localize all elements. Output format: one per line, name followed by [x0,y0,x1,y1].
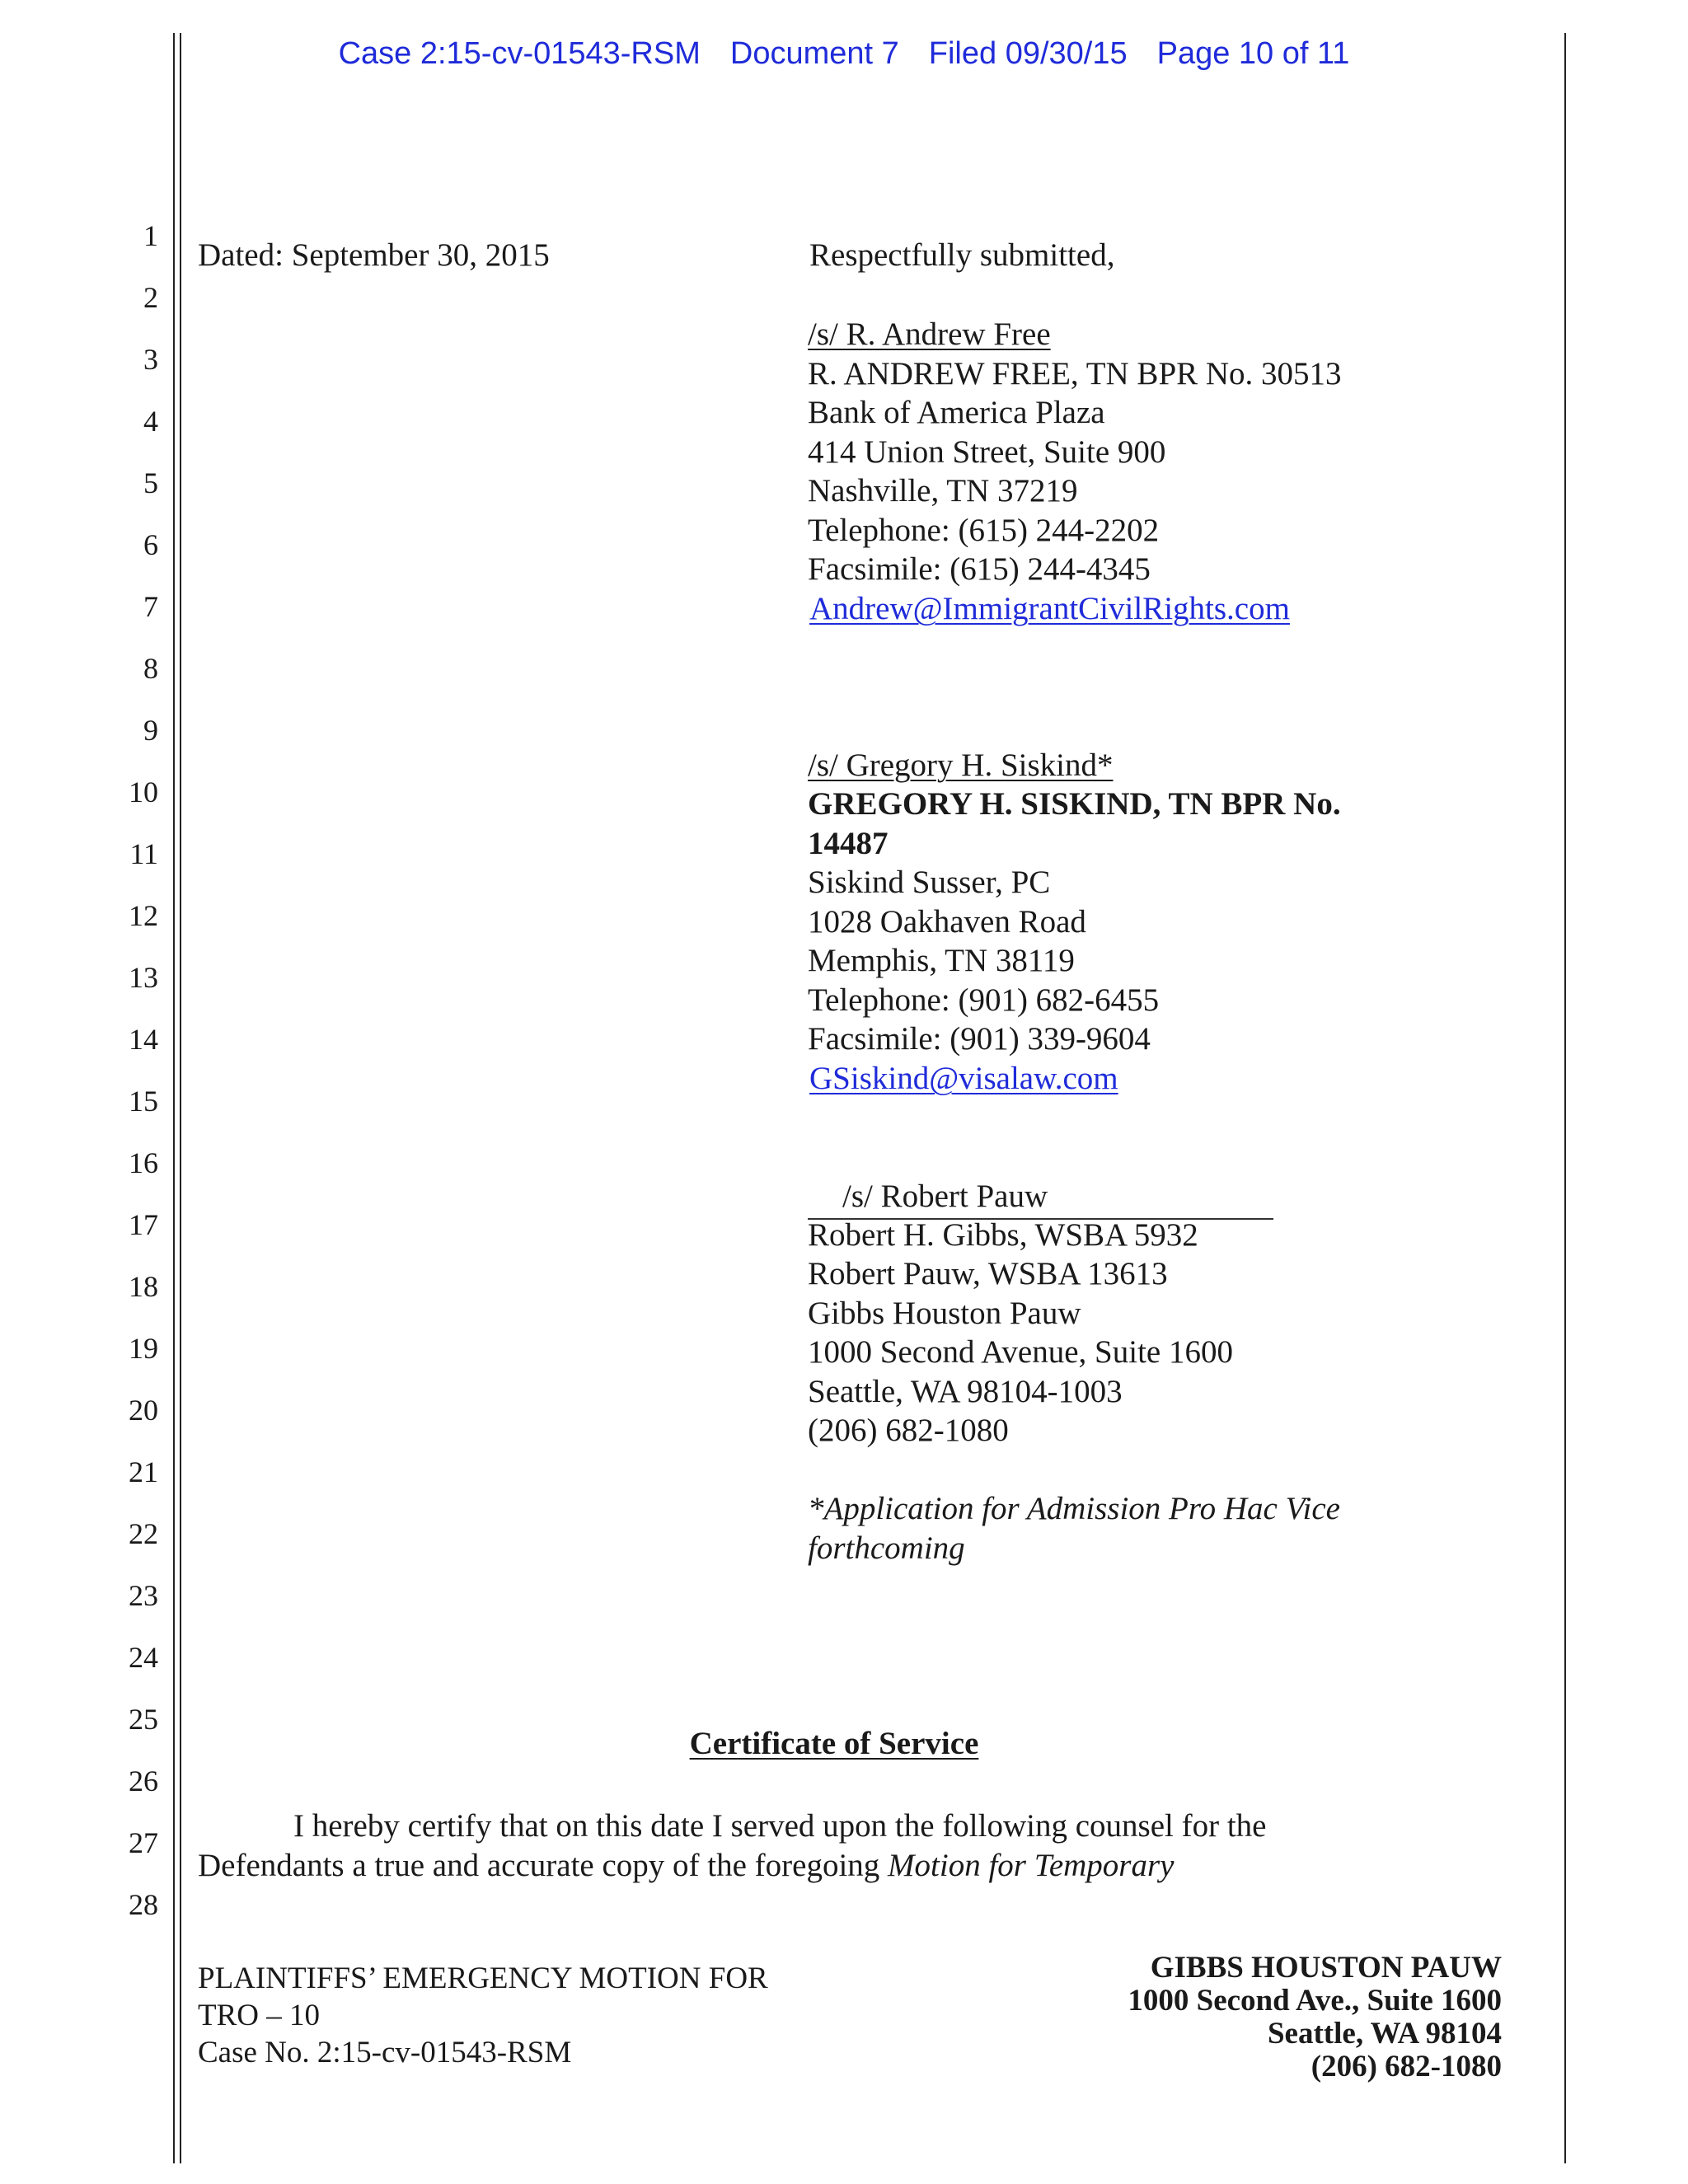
footer-firm-city: Seattle, WA 98104 [1267,2017,1502,2050]
line-number: 21 [129,1455,158,1488]
left-rule-outer [173,33,175,2163]
line-number: 14 [129,1023,158,1056]
address-line: 1028 Oakhaven Road [808,904,1086,940]
line-number: 27 [129,1826,158,1859]
city-line: Nashville, TN 37219 [808,473,1078,509]
signature-pauw: /s/ Robert Pauw [842,1179,1048,1214]
email-link[interactable]: GSiskind@visalaw.com [809,1061,1118,1096]
line-number: 11 [129,837,158,870]
dated-line: Dated: September 30, 2015 [198,237,550,273]
firm-line: Siskind Susser, PC [808,865,1051,900]
line-number: 17 [129,1208,158,1241]
filing-header [0,36,1688,72]
facsimile-line: Facsimile: (615) 244-4345 [808,551,1151,587]
address-line: 1000 Second Avenue, Suite 1600 [808,1334,1233,1370]
line-number: 22 [129,1517,158,1550]
pro-hac-vice-note-continued: forthcoming [808,1530,965,1566]
line-number: 4 [143,405,158,438]
facsimile-line: Facsimile: (901) 339-9604 [808,1021,1151,1057]
footer-firm [1128,1952,1502,2083]
line-number: 12 [129,899,158,932]
case-number: Case 2:15-cv-01543-RSM [338,36,701,71]
counsel-name: Robert Pauw, WSBA 13613 [808,1256,1168,1291]
left-rule-inner [180,33,181,2163]
footer-firm-phone: (206) 682-1080 [1311,2050,1502,2083]
line-number: 13 [129,961,158,994]
footer-case-number: Case No. 2:15-cv-01543-RSM [198,2036,572,2069]
footer-subtitle: TRO – 10 [198,1999,320,2032]
address-line: Bank of America Plaza [808,395,1105,430]
line-number: 5 [143,466,158,499]
line-number: 8 [143,652,158,685]
line-number: 24 [129,1641,158,1674]
signature-free: /s/ R. Andrew Free [808,316,1051,352]
phone-line: (206) 682-1080 [808,1413,1009,1448]
certificate-text-plain: Defendants a true and accurate copy of the foregoing [198,1848,889,1883]
line-number: 18 [129,1270,158,1303]
page-number: Page 10 of 11 [1156,36,1350,71]
footer-firm-address: 1000 Second Ave., Suite 1600 [1128,1984,1502,2018]
email-link[interactable]: Andrew@ImmigrantCivilRights.com [809,591,1290,626]
pro-hac-vice-note: *Application for Admission Pro Hac Vice [808,1491,1340,1526]
certificate-text: I hereby certify that on this date I served upon the following counsel for the [293,1808,1267,1844]
footer-caption [198,1960,768,2071]
line-number: 23 [129,1579,158,1612]
line-number: 2 [143,281,158,314]
counsel-name: Robert H. Gibbs, WSBA 5932 [808,1217,1198,1253]
counsel-name: R. ANDREW FREE, TN BPR No. 30513 [808,356,1342,391]
line-number: 19 [129,1332,158,1365]
counsel-bar-number: 14487 [808,826,889,861]
filed-date: Filed 09/30/15 [928,36,1128,71]
line-number: 10 [129,776,158,808]
footer-firm-name: GIBBS HOUSTON PAUW [1150,1951,1502,1985]
counsel-name: GREGORY H. SISKIND, TN BPR No. [808,786,1341,822]
line-number: 6 [143,528,158,561]
motion-title: Motion for Temporary [888,1848,1175,1883]
document-number: Document 7 [729,36,899,71]
firm-line: Gibbs Houston Pauw [808,1296,1081,1331]
line-number: 7 [143,590,158,623]
line-number: 16 [129,1146,158,1179]
line-number: 28 [129,1888,158,1921]
telephone-line: Telephone: (615) 244-2202 [808,513,1160,548]
signature-siskind: /s/ Gregory H. Siskind* [808,748,1114,783]
address-line: 414 Union Street, Suite 900 [808,434,1166,470]
line-number: 3 [143,343,158,376]
telephone-line: Telephone: (901) 682-6455 [808,982,1160,1018]
line-number: 20 [129,1394,158,1427]
line-number: 9 [143,714,158,747]
footer-title: PLAINTIFFS’ EMERGENCY MOTION FOR [198,1961,768,1995]
certificate-text-continued [198,1846,1174,1886]
city-line: Seattle, WA 98104-1003 [808,1374,1123,1409]
line-number: 1 [143,219,158,252]
line-number: 15 [129,1085,158,1118]
closing-line: Respectfully submitted, [809,237,1115,273]
city-line: Memphis, TN 38119 [808,943,1075,978]
right-rule [1564,33,1566,2163]
certificate-title: Certificate of Service [689,1726,979,1761]
line-number: 25 [129,1703,158,1736]
line-number: 26 [129,1765,158,1797]
